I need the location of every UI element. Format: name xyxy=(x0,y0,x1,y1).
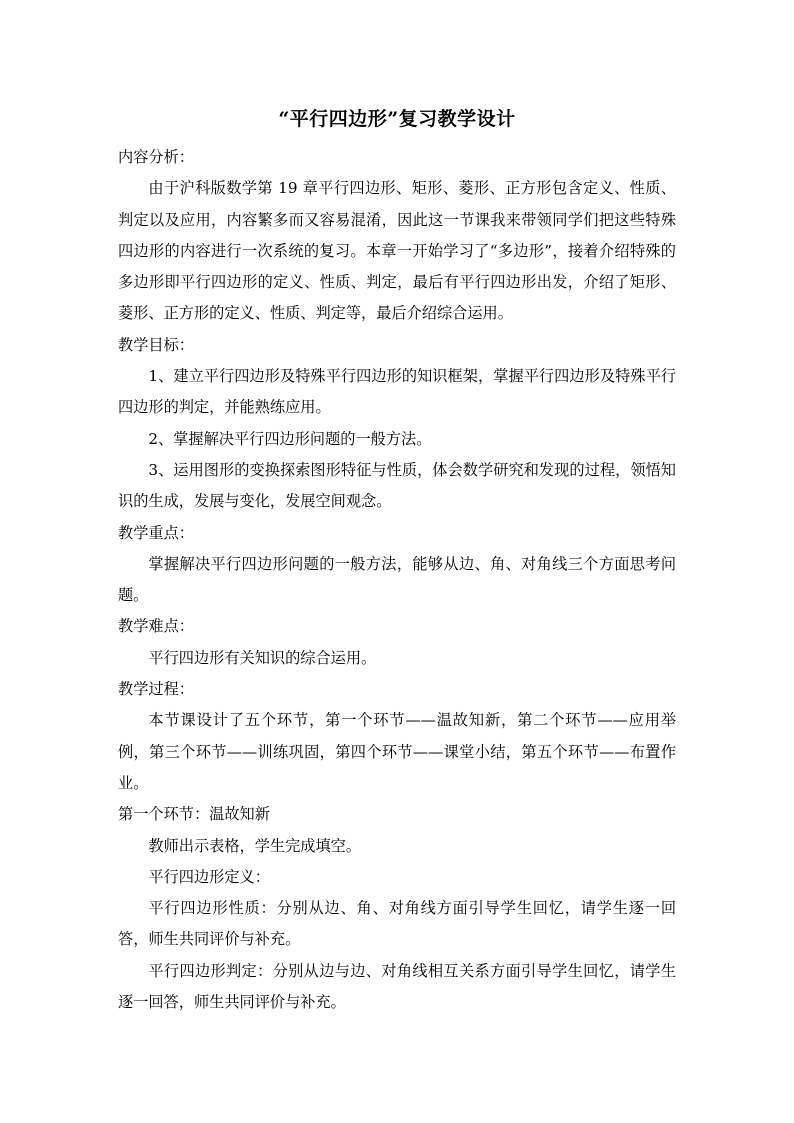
paragraph-definition: 平行四边形定义： xyxy=(148,867,270,886)
paragraph-goal-2: 2、掌握解决平行四边形问题的一般方法。 xyxy=(148,429,432,448)
section-heading-key-points: 教学重点： xyxy=(118,523,194,542)
paragraph-criteria: 平行四边形判定：分别从边与边、对角线相互关系方面引导学生回忆，请学生逐一回答，师生共同评价与补充。 xyxy=(118,961,676,1012)
section-heading-teaching-goals: 教学目标： xyxy=(118,335,194,354)
paragraph-properties: 平行四边形性质：分别从边、角、对角线方面引导学生回忆，请学生逐一回答，师生共同评价与补充。 xyxy=(118,899,676,949)
paragraph-goal-3: 3、运用图形的变换探索图形特征与性质，体会数学研究和发现的过程，领悟知识的生成，发展与变化，发展空间观念。 xyxy=(118,460,676,511)
document-title: “平行四边形”复习教学设计 xyxy=(278,108,516,130)
section-heading-difficulties: 教学难点： xyxy=(118,617,194,636)
section-heading-teaching-process: 教学过程： xyxy=(118,680,194,699)
paragraph-content-analysis: 由于沪科版数学第 19 章平行四边形、矩形、菱形、正方形包含定义、性质、判定以及应用，内容繁多而又容易混淆，因此这一节课我来带领同学们把这些特殊四边形的内容进行一次系统的复习。本章一开始学习了“多边形”，接着介绍特殊的多边形即平行四边形的定义、性质、判定，最后有平行四边形出发，介绍了矩形、菱形、正方形的定义、性质、判定等，最后介绍综合运用。 xyxy=(118,179,676,323)
paragraph-goal-1: 1、建立平行四边形及特殊平行四边形的知识框架，掌握平行四边形及特殊平行四边形的判定，并能熟练应用。 xyxy=(118,367,676,417)
section-heading-stage-1: 第一个环节：温故知新 xyxy=(118,805,270,824)
paragraph-teaching-process: 本节课设计了五个环节，第一个环节——温故知新，第二个环节——应用举例，第三个环节——训练巩固，第四个环节——课堂小结，第五个环节——布置作业。 xyxy=(118,711,676,792)
section-heading-content-analysis: 内容分析： xyxy=(118,148,194,166)
document-body xyxy=(118,142,676,1018)
paragraph-stage-1-intro: 教师出示表格，学生完成填空。 xyxy=(148,836,362,855)
paragraph-difficulties: 平行四边形有关知识的综合运用。 xyxy=(148,648,377,667)
paragraph-key-points: 掌握解决平行四边形问题的一般方法，能够从边、角、对角线三个方面思考问题。 xyxy=(118,554,676,605)
